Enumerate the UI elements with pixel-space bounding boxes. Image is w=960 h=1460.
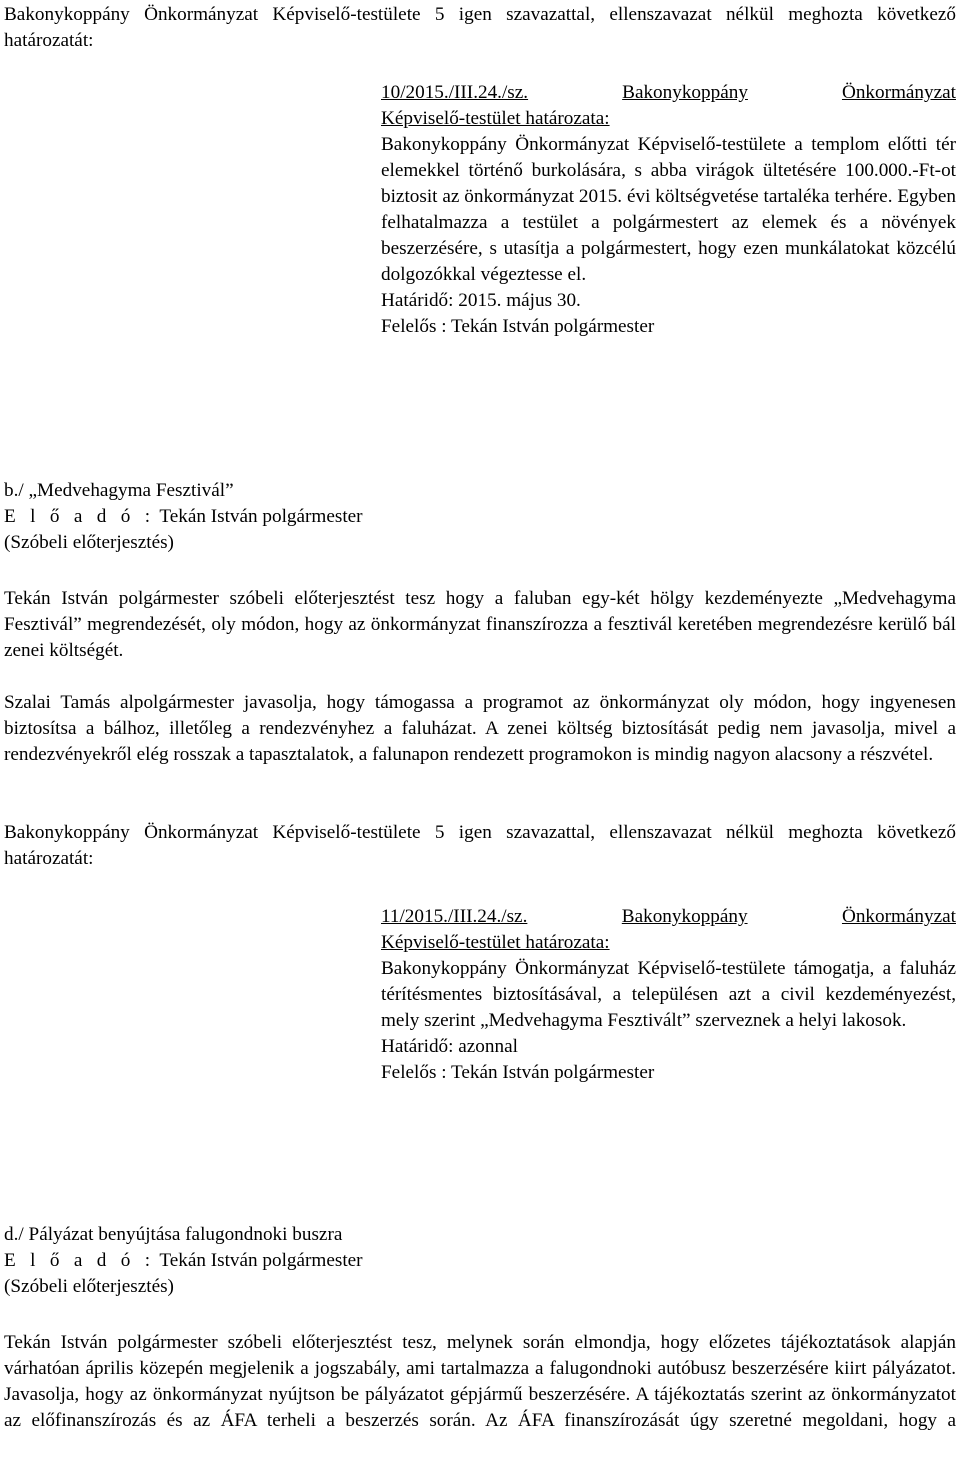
section-b-presenter-name: Tekán István polgármester bbox=[154, 506, 363, 527]
resolution-10-deadline: Határidő: 2015. május 30. bbox=[381, 290, 581, 311]
resolution-11-number: 11/2015./III.24./sz. bbox=[381, 906, 528, 927]
section-b-presenter bbox=[4, 504, 956, 530]
section-d-presenter bbox=[4, 1248, 956, 1274]
section-d-para1: Tekán István polgármester szóbeli előterjesztést tesz, melynek során elmondja, hogy előzetes tájékoztatások alapján várhatóan április közepén megjelenik a jogszabály, ami tartalmazza a falugondnoki autóbusz beszerzésére kiirt pályázatot. Javasolja, hogy az önkormányzat nyújtson be pályázatot gépjármű beszerzésére. A tájékoztatás szerint az önkormányzatot az előfinanszírozás és az ÁFA terheli a beszerzés során. Az ÁFA finanszírozását úgy szeretné megoldani, hogy a bbox=[4, 1332, 956, 1431]
section-b-para2: Szalai Tamás alpolgármester javasolja, hogy támogassa a programot az önkormányzat oly módon, hogy ingyenesen biztosítsa a bálhoz, illetőleg a rendezvényhez a faluházat. A zenei költség biztosítását pedig nem javasolja, mivel a rendezvényekről elég rosszak a tapasztalatok, a falunapon rendezett programokon is mindig nagyon alacsony a részvétel. bbox=[4, 692, 956, 765]
resolution-10-org2: Önkormányzat bbox=[841, 82, 956, 103]
section-b-vote-intro: Bakonykoppány Önkormányzat Képviselő-testülete 5 igen szavazattal, ellenszavazat nélkül meghozta következő határozatát: bbox=[4, 822, 956, 869]
section-b-presentation-type: (Szóbeli előterjesztés) bbox=[4, 532, 174, 553]
resolution-10-body-p2: Egyben felhatalmazza a testület a polgármestert az elemek és a növények beszerzésére, s utasítja a polgármestert, hogy ezen munkálatokat közcélú dolgozókkal végeztesse el. bbox=[381, 186, 957, 285]
vote-intro-top: Bakonykoppány Önkormányzat Képviselő-testülete 5 igen szavazattal, ellenszavazat nélkül meghozta következő határozatát: bbox=[4, 4, 956, 51]
resolution-11-deadline: Határidő: azonnal bbox=[381, 1036, 518, 1057]
resolution-11-header bbox=[381, 904, 956, 930]
resolution-11-heading: Képviselő-testület határozata: bbox=[381, 932, 610, 953]
resolution-10-number: 10/2015./III.24./sz. bbox=[381, 82, 529, 103]
section-d-presenter-name: Tekán István polgármester bbox=[154, 1250, 363, 1271]
resolution-10-heading: Képviselő-testület határozata: bbox=[381, 108, 610, 129]
resolution-11-org: Bakonykoppány bbox=[621, 906, 748, 927]
resolution-10-body bbox=[381, 132, 956, 288]
section-b-presenter-label: E l ő a d ó : bbox=[4, 506, 155, 527]
resolution-11-org2: Önkormányzat bbox=[841, 906, 956, 927]
section-b-header bbox=[4, 478, 956, 556]
resolution-10-responsible: Felelős : Tekán István polgármester bbox=[381, 316, 655, 337]
section-b-title: b./ „Medvehagyma Fesztivál” bbox=[4, 480, 234, 501]
section-d-presenter-label: E l ő a d ó : bbox=[4, 1250, 155, 1271]
resolution-11-responsible: Felelős : Tekán István polgármester bbox=[381, 1062, 655, 1083]
resolution-11 bbox=[381, 904, 956, 1086]
section-d-title: d./ Pályázat benyújtása falugondnoki buszra bbox=[4, 1224, 343, 1245]
resolution-10-header bbox=[381, 80, 956, 106]
section-d-presentation-type: (Szóbeli előterjesztés) bbox=[4, 1276, 174, 1297]
resolution-10 bbox=[381, 80, 956, 340]
resolution-10-body-p1: Bakonykoppány Önkormányzat Képviselő-testülete a templom előtti tér elemekkel történő burkolására, s abba virágok ültetésére 100.000.-Ft-ot biztosit az önkormányzat 2015. évi költségvetése tartaléka terhére. bbox=[381, 134, 956, 207]
resolution-11-body: Bakonykoppány Önkormányzat Képviselő-testülete támogatja, a faluház térítésmentes biztosításával, a településen azt a civil kezdeményezést, mely szerint „Medvehagyma Fesztivált” szerveznek a helyi lakosok. bbox=[381, 958, 956, 1031]
resolution-10-org: Bakonykoppány bbox=[622, 82, 748, 103]
section-b-para1: Tekán István polgármester szóbeli előterjesztést tesz hogy a faluban egy-két hölgy kezdeményezte „Medvehagyma Fesztivál” megrendezését, oly módon, hogy az önkormányzat finanszírozza a fesztivál keretében megrendezésre kerülő bál zenei költségét. bbox=[4, 588, 956, 661]
section-d-header bbox=[4, 1222, 956, 1300]
